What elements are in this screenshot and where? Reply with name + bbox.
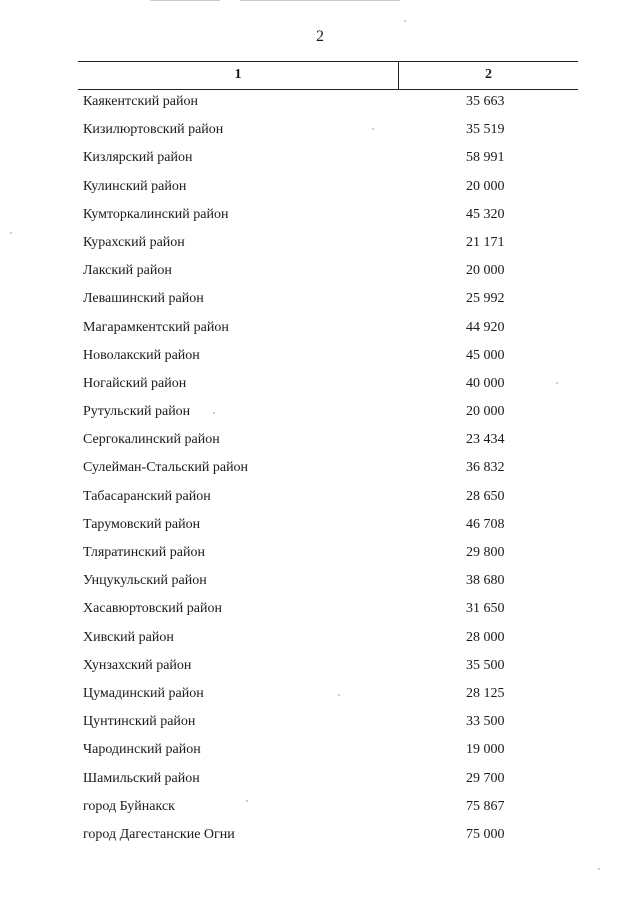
allocation-table	[78, 61, 578, 842]
table-row	[78, 202, 578, 230]
district-name: Кизилюртовский район	[83, 122, 224, 138]
scan-speck	[598, 868, 600, 870]
scan-speck	[10, 232, 12, 234]
table-row	[78, 455, 578, 483]
table-row	[78, 230, 578, 258]
scan-speck	[404, 20, 406, 22]
allocation-value: 45 000	[466, 347, 505, 363]
district-name: Цунтинский район	[83, 714, 196, 730]
table-row	[78, 399, 578, 427]
allocation-value: 40 000	[466, 375, 505, 391]
page-number: 2	[316, 28, 324, 45]
header-col-1: 1	[234, 67, 242, 82]
allocation-value: 19 000	[466, 742, 505, 758]
table-row	[78, 540, 578, 568]
district-name: Ногайский район	[83, 375, 187, 391]
district-name: Тляратинский район	[83, 545, 205, 560]
district-name: Сулейман-Стальский район	[83, 460, 249, 476]
table-row	[78, 568, 578, 596]
table-row	[78, 681, 578, 709]
table-row	[78, 822, 578, 850]
allocation-value: 75 000	[466, 826, 505, 842]
allocation-value: 45 320	[466, 206, 505, 222]
district-name: Левашинский район	[83, 291, 204, 307]
allocation-value: 28 000	[466, 629, 505, 645]
allocation-value: 20 000	[466, 404, 505, 420]
allocation-value: 23 434	[466, 432, 505, 448]
allocation-value: 33 500	[466, 714, 505, 730]
district-name: Новолакский район	[83, 347, 200, 363]
district-name: Кизлярский район	[83, 150, 193, 166]
scan-mark	[150, 0, 220, 1]
table-row	[78, 709, 578, 737]
allocation-value: 35 519	[466, 122, 505, 138]
allocation-value: 20 000	[466, 178, 505, 194]
district-name: Каякентский район	[83, 94, 198, 109]
table-row	[78, 258, 578, 286]
district-name: Кумторкалинский район	[83, 206, 229, 222]
allocation-value: 28 125	[466, 685, 505, 701]
table-row	[78, 89, 578, 117]
table-row	[78, 737, 578, 765]
district-name: Хивский район	[83, 629, 174, 645]
allocation-value: 75 867	[466, 798, 505, 814]
district-name: Хунзахский район	[83, 657, 192, 673]
district-name: Магарамкентский район	[83, 319, 229, 335]
allocation-value: 21 171	[466, 234, 505, 250]
table-row	[78, 286, 578, 314]
allocation-value: 29 800	[466, 545, 505, 560]
district-name: Сергокалинский район	[83, 432, 220, 448]
district-name: Кулинский район	[83, 178, 187, 194]
table-row	[78, 427, 578, 455]
table-row	[78, 315, 578, 343]
district-name: город Буйнакск	[83, 798, 175, 814]
table-row	[78, 766, 578, 794]
table-row	[78, 653, 578, 681]
table-row	[78, 145, 578, 173]
table-header-row	[78, 61, 578, 90]
allocation-value: 20 000	[466, 263, 505, 279]
district-name: Хасавюртовский район	[83, 601, 222, 617]
allocation-value: 36 832	[466, 460, 505, 476]
district-name: Шамильский район	[83, 770, 200, 786]
table-row	[78, 512, 578, 540]
table-row	[78, 484, 578, 512]
district-name: Табасаранский район	[83, 488, 211, 504]
allocation-value: 25 992	[466, 291, 505, 307]
scan-mark	[240, 0, 400, 1]
allocation-value: 44 920	[466, 319, 505, 335]
header-col-2: 2	[485, 67, 492, 82]
allocation-value: 38 680	[466, 573, 505, 589]
scan-speck	[372, 128, 374, 130]
allocation-value: 35 663	[466, 94, 505, 109]
district-name: Унцукульский район	[83, 573, 207, 589]
allocation-value: 29 700	[466, 770, 505, 786]
district-name: Курахский район	[83, 234, 185, 250]
table-row	[78, 371, 578, 399]
table-row	[78, 343, 578, 371]
district-name: город Дагестанские Огни	[83, 826, 235, 842]
allocation-value: 46 708	[466, 516, 505, 532]
table-row	[78, 174, 578, 202]
allocation-value: 35 500	[466, 657, 505, 673]
allocation-value: 58 991	[466, 150, 505, 166]
allocation-value: 28 650	[466, 488, 505, 504]
district-name: Тарумовский район	[83, 516, 201, 532]
allocation-value: 31 650	[466, 601, 505, 617]
table-row	[78, 596, 578, 624]
district-name: Чародинский район	[83, 742, 201, 758]
district-name: Лакский район	[83, 263, 172, 279]
table-row	[78, 625, 578, 653]
table-row	[78, 794, 578, 822]
scan-speck	[213, 412, 215, 414]
scan-speck	[338, 694, 340, 696]
district-name: Рутульский район	[83, 404, 191, 420]
district-name: Цумадинский район	[83, 685, 204, 701]
table-body	[78, 89, 578, 850]
scan-speck	[556, 382, 558, 384]
scan-speck	[246, 800, 248, 802]
table-row	[78, 117, 578, 145]
